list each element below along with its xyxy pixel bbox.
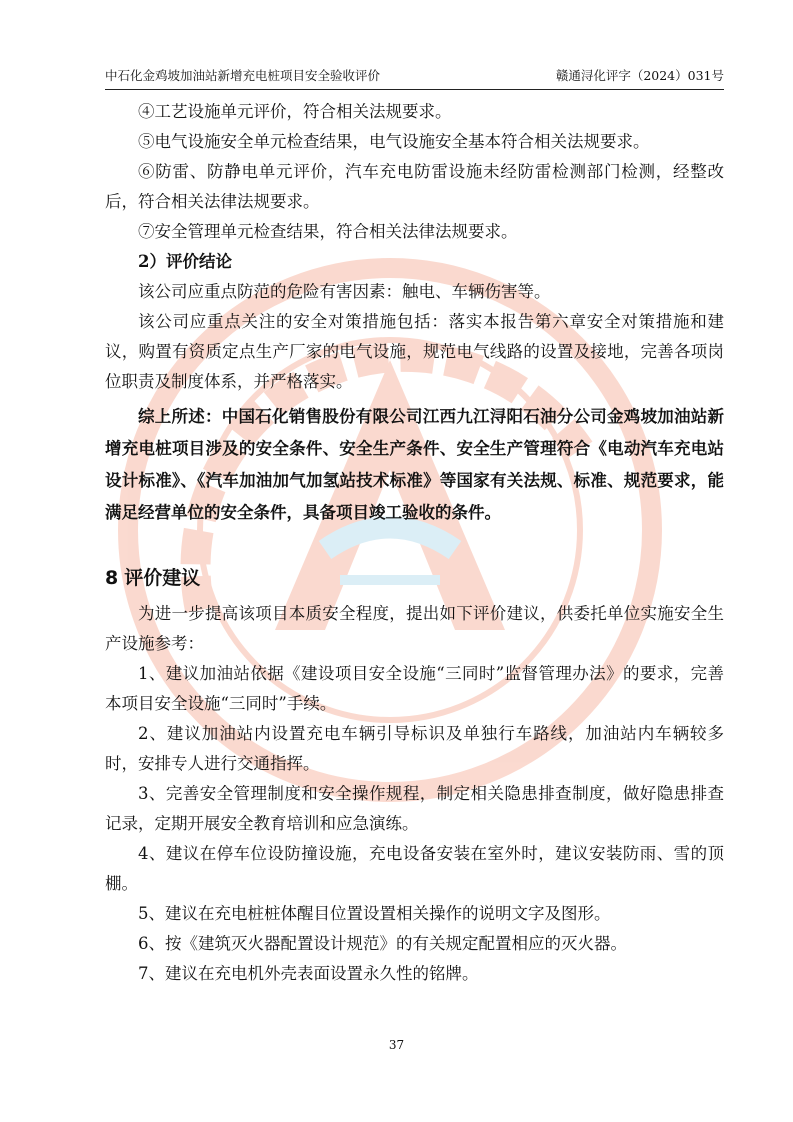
recommendation-item: 5、建议在充电桩桩体醒目位置设置相关操作的说明文字及图形。	[138, 904, 611, 923]
page-body	[105, 97, 724, 989]
unit-result-item: ④工艺设施单元评价，符合相关法规要求。	[138, 102, 452, 121]
page-header	[105, 66, 724, 86]
conclusion-paragraph: 该公司应重点关注的安全对策措施包括：落实本报告第六章安全对策措施和建议，购置有资质定点生产厂家的电气设施，规范电气线路的设置及接地，完善各项岗位职责及制度体系，并严格落实。	[105, 312, 724, 391]
header-report-number: 赣通浔化评字（2024）031号	[555, 68, 724, 83]
section-number: 8	[105, 567, 119, 589]
unit-result-item: ⑦安全管理单元检查结果，符合相关法律法规要求。	[138, 222, 518, 241]
section-heading	[105, 563, 724, 593]
recommendation-item: 6、按《建筑灭火器配置设计规范》的有关规定配置相应的灭火器。	[138, 934, 627, 953]
recommendation-item: 2、建议加油站内设置充电车辆引导标识及单独行车路线，加油站内车辆较多时，安排专人进行交通指挥。	[105, 724, 724, 773]
summary-paragraph: 综上所述：中国石化销售股份有限公司江西九江浔阳石油分公司金鸡坡加油站新增充电桩项目涉及的安全条件、安全生产条件、安全生产管理符合《电动汽车充电站设计标准》、《汽车加油加气加氢站技术标准》等国家有关法规、标准、规范要求，能满足经营单位的安全条件，具备项目竣工验收的条件。	[105, 407, 724, 522]
conclusion-heading: 2）评价结论	[138, 252, 232, 271]
unit-result-item: ⑤电气设施安全单元检查结果，电气设施安全基本符合相关法规要求。	[138, 132, 650, 151]
header-report-title: 中石化金鸡坡加油站新增充电桩项目安全验收评价	[105, 68, 381, 83]
section-title: 评价建议	[124, 567, 201, 589]
unit-result-item: ⑥防雷、防静电单元评价，汽车充电防雷设施未经防雷检测部门检测，经整改后，符合相关法律法规要求。	[105, 162, 724, 211]
recommendation-item: 7、建议在充电机外壳表面设置永久性的铭牌。	[138, 964, 479, 983]
recommendation-item: 3、完善安全管理制度和安全操作规程，制定相关隐患排查制度，做好隐患排查记录，定期开展安全教育培训和应急演练。	[105, 784, 724, 833]
conclusion-paragraph: 该公司应重点防范的危险有害因素：触电、车辆伤害等。	[138, 282, 551, 301]
section-intro: 为进一步提高该项目本质安全程度，提出如下评价建议，供委托单位实施安全生产设施参考：	[105, 604, 724, 653]
recommendation-item: 4、建议在停车位设防撞设施，充电设备安装在室外时，建议安装防雨、雪的顶棚。	[105, 844, 724, 893]
header-divider	[105, 89, 724, 90]
recommendation-item: 1、建议加油站依据《建设项目安全设施“三同时”监督管理办法》的要求，完善本项目安全设施“三同时”手续。	[105, 664, 724, 713]
page-number: 37	[388, 1038, 405, 1052]
